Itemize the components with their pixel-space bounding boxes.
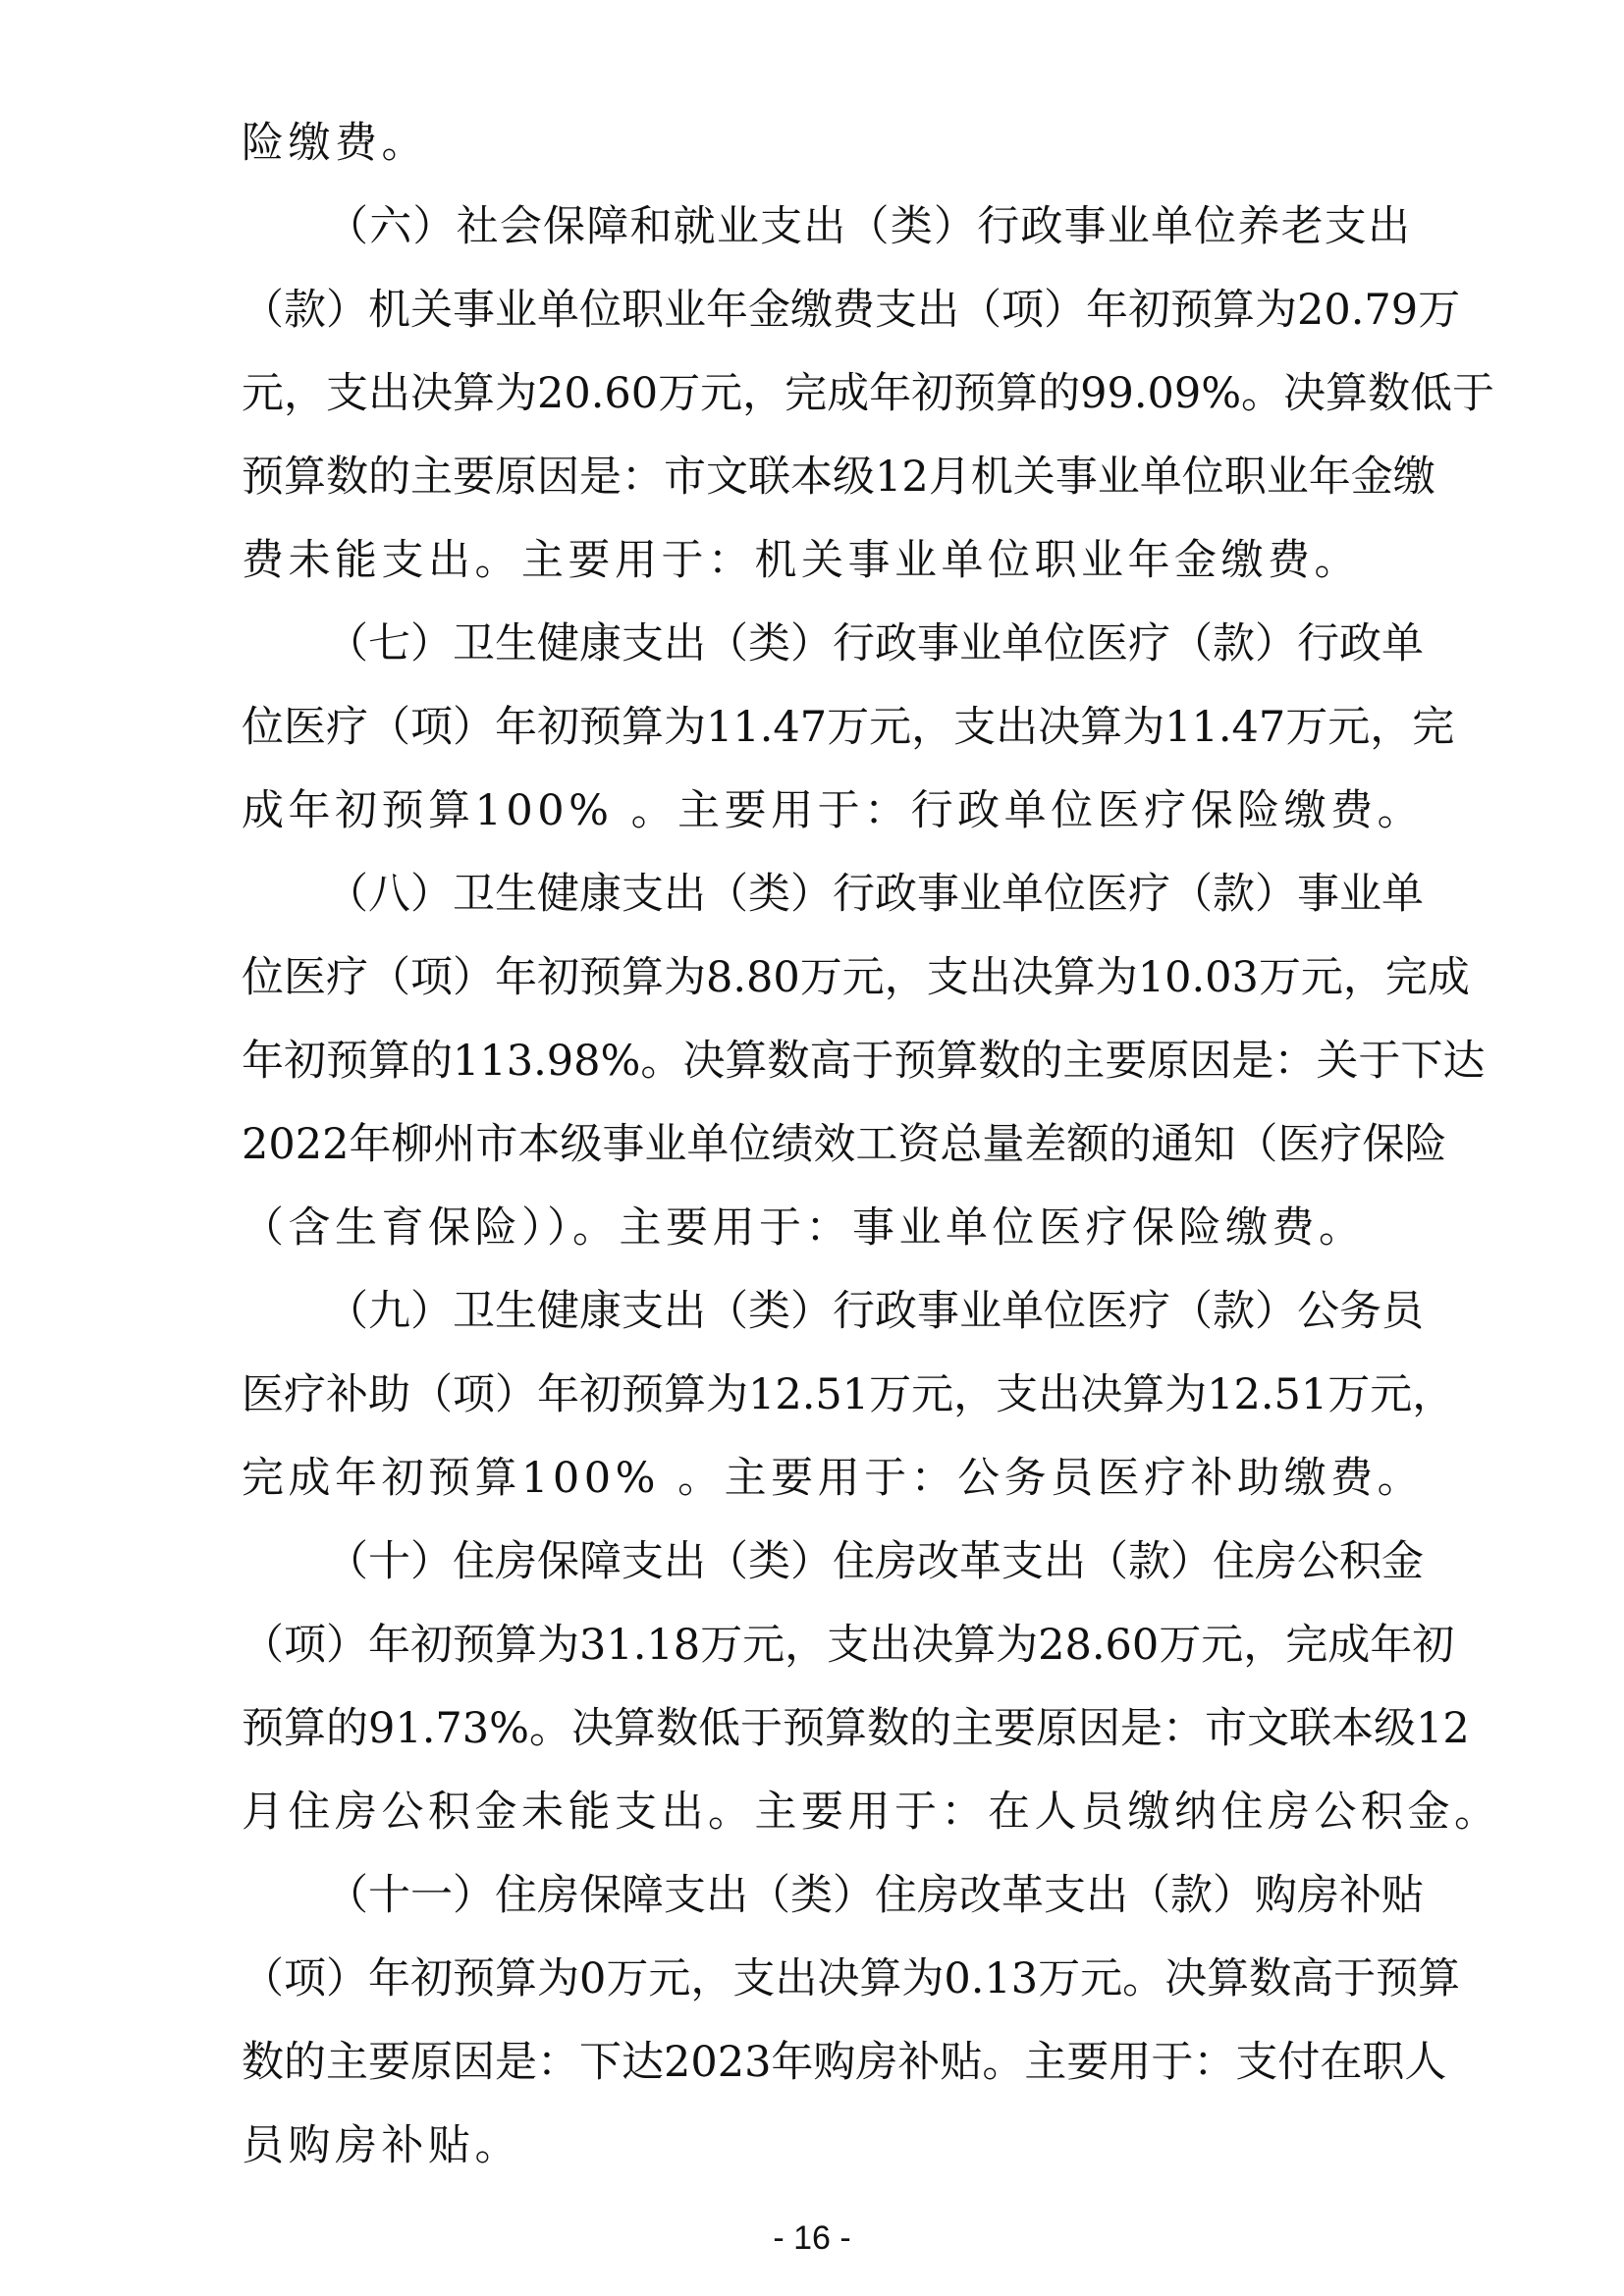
paragraph-eleven-line: （十一）住房保障支出（类）住房改革支出（款）购房补贴 [326, 1871, 1424, 1920]
paragraph-eight-line: 位医疗（项）年初预算为8.80万元，支出决算为10.03万元，完成 [242, 953, 1470, 1002]
paragraph-eleven-line: 员购房补贴。 [242, 2121, 521, 2170]
paragraph-eight-line: （含生育保险））。主要用于：事业单位医疗保险缴费。 [242, 1203, 1366, 1253]
paragraph-ten-line: 预算的91.73%。决算数低于预算数的主要原因是：市文联本级12 [242, 1704, 1470, 1753]
paragraph-six-line: 费未能支出。主要用于：机关事业单位职业年金缴费。 [242, 536, 1361, 585]
paragraph-ten-line: （项）年初预算为31.18万元，支出决算为28.60万元，完成年初 [242, 1621, 1455, 1670]
paragraph-ten-line: 月住房公积金未能支出。主要用于：在人员缴纳住房公积金。 [242, 1788, 1501, 1837]
paragraph-seven-line: （七）卫生健康支出（类）行政事业单位医疗（款）行政单 [326, 619, 1424, 668]
paragraph-eight-line: 年初预算的113.98%。决算数高于预算数的主要原因是：关于下达 [242, 1037, 1486, 1086]
paragraph-ten-line: （十）住房保障支出（类）住房改革支出（款）住房公积金 [326, 1537, 1424, 1586]
paragraph-seven-line: 成年初预算100% 。主要用于：行政单位医疗保险缴费。 [242, 786, 1425, 835]
paragraph-eight-line: （八）卫生健康支出（类）行政事业单位医疗（款）事业单 [326, 870, 1424, 919]
page-number: - 16 - [773, 2219, 851, 2257]
paragraph-eleven-line: （项）年初预算为0万元，支出决算为0.13万元。决算数高于预算 [242, 1954, 1461, 2003]
paragraph-nine-line: （九）卫生健康支出（类）行政事业单位医疗（款）公务员 [326, 1287, 1424, 1336]
paragraph-six-line: （款）机关事业单位职业年金缴费支出（项）年初预算为20.79万 [242, 286, 1461, 335]
paragraph-nine-line: 医疗补助（项）年初预算为12.51万元，支出决算为12.51万元， [242, 1370, 1455, 1419]
paragraph-nine-line: 完成年初预算100% 。主要用于：公务员医疗补助缴费。 [242, 1454, 1425, 1503]
paragraph-six-line: 元，支出决算为20.60万元，完成年初预算的99.09%。决算数低于 [242, 369, 1495, 418]
paragraph-six-line: （六）社会保障和就业支出（类）行政事业单位养老支出 [326, 202, 1410, 251]
paragraph-six-line: 预算数的主要原因是：市文联本级12月机关事业单位职业年金缴 [242, 453, 1435, 502]
paragraph-eight-line: 2022年柳州市本级事业单位绩效工资总量差额的通知（医疗保险 [242, 1120, 1447, 1169]
paragraph-seven-line: 位医疗（项）年初预算为11.47万元，支出决算为11.47万元，完 [242, 703, 1455, 752]
paragraph-eleven-line: 数的主要原因是：下达2023年购房补贴。主要用于：支付在职人 [242, 2038, 1447, 2087]
text-line: 险缴费。 [242, 119, 428, 168]
